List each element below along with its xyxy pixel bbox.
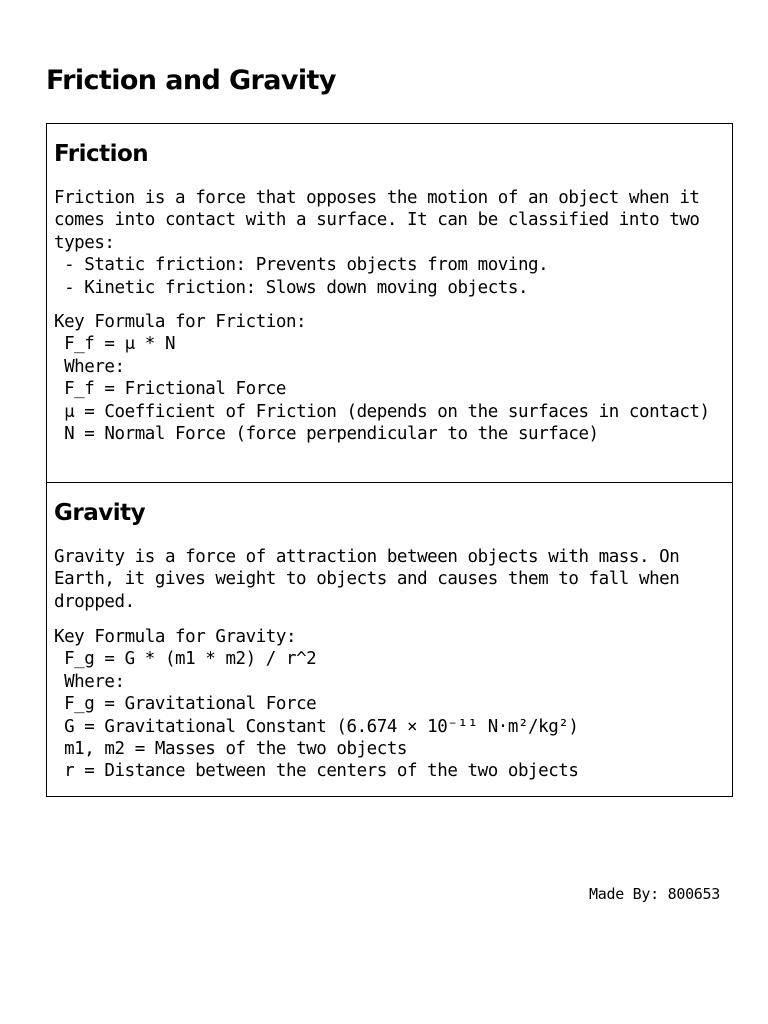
friction-section (47, 124, 732, 483)
gravity-formula: Key Formula for Gravity: F_g = G * (m1 * m2) / r^2 Where: F_g = Gravitational Force G = Gravitational Constant (6.674 × 10⁻¹¹ N·m²/kg²) m1, m2 = Masses of the two objects r = Distance between the centers of the two objects (54, 627, 579, 782)
gravity-heading: Gravity (54, 500, 146, 526)
content-card (46, 123, 733, 797)
friction-formula: Key Formula for Friction: F_f = μ * N Where: F_f = Frictional Force μ = Coefficient of Friction (depends on the surfaces in contact) N = Normal Force (force perpendicular to the surface) (54, 312, 710, 445)
friction-heading: Friction (54, 141, 149, 167)
gravity-section (47, 483, 732, 796)
friction-description: Friction is a force that opposes the motion of an object when it comes into contact with a surface. It can be classified into two types: - Static friction: Prevents objects from moving. - Kinetic friction: Slows down moving objects. (54, 188, 700, 298)
author-footer: Made By: 800653 (589, 885, 720, 903)
gravity-description: Gravity is a force of attraction between objects with mass. On Earth, it gives weight to objects and causes them to fall when dropped. (54, 547, 690, 612)
page-title: Friction and Gravity (46, 65, 336, 96)
